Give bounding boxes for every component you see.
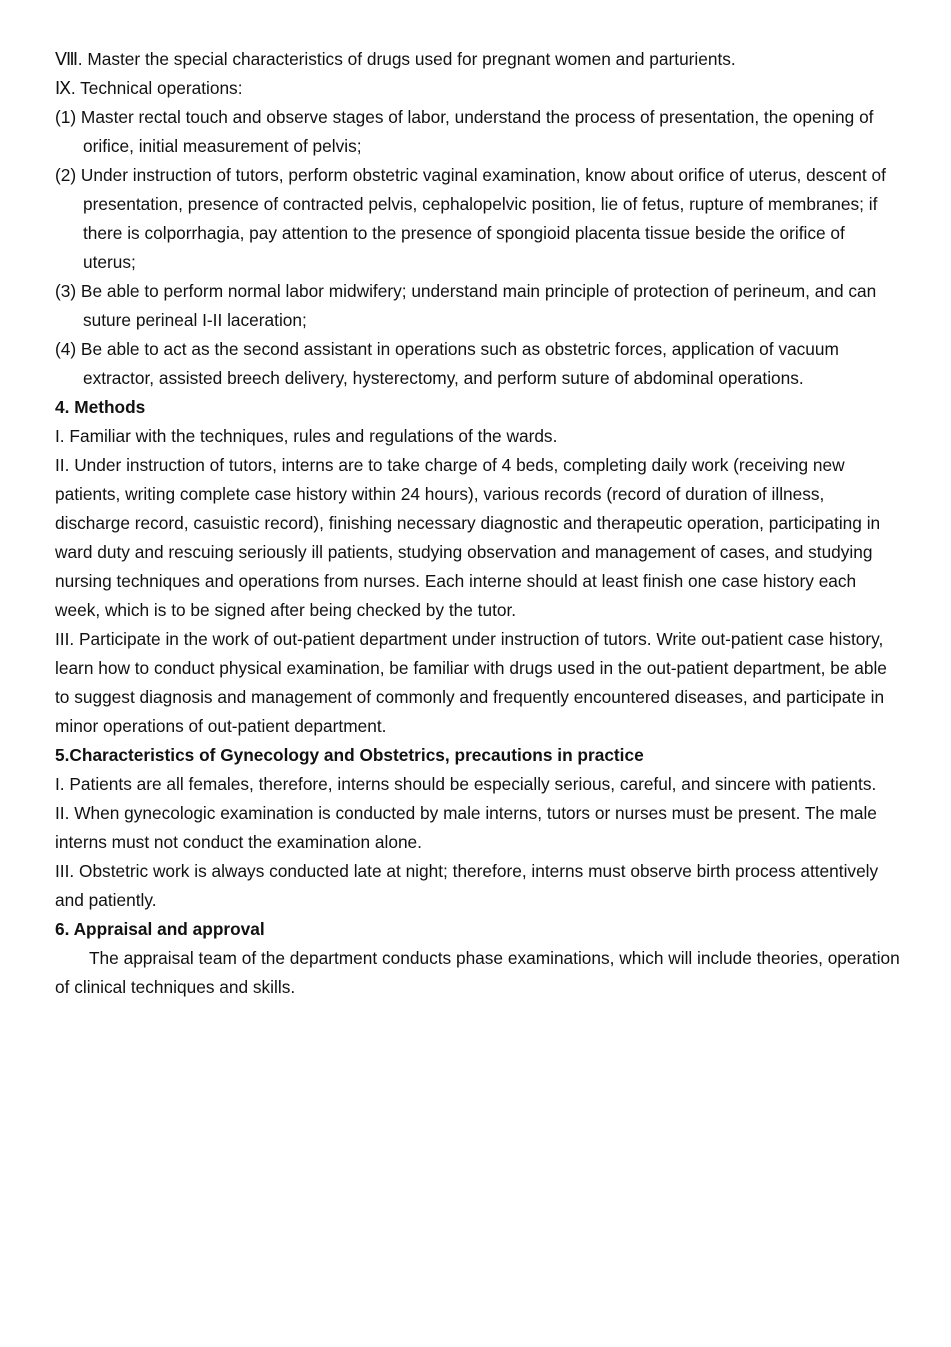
technical-op-2: (2) Under instruction of tutors, perform obstetric vaginal examination, know about orifice of uterus, descent of presentation, presence of contracted pelvis, cephalopelvic position, lie of fetus, rupture of membranes; if there is colporrhagia, pay attention to the presence of spongioid placenta tissue beside the orifice of uterus;: [55, 165, 886, 272]
item-ix: Ⅸ. Technical operations:: [55, 78, 243, 98]
item-viii: Ⅷ. Master the special characteristics of drugs used for pregnant women and parturients.: [55, 49, 736, 69]
characteristics-item-1: I. Patients are all females, therefore, interns should be especially serious, careful, and sincere with patients.: [55, 774, 877, 794]
technical-op-4: (4) Be able to act as the second assistant in operations such as obstetric forces, application of vacuum extractor, assisted breech delivery, hysterectomy, and perform suture of abdominal operations.: [55, 339, 839, 388]
technical-op-3: (3) Be able to perform normal labor midwifery; understand main principle of protection of perineum, and can suture perineal I-II laceration;: [55, 281, 877, 330]
methods-item-3: III. Participate in the work of out-patient department under instruction of tutors. Write out-patient case history, learn how to conduct physical examination, be familiar with drugs used in the out-patient department, be able to suggest diagnosis and management of commonly and frequently encountered diseases, and participate in minor operations of out-patient department.: [55, 629, 887, 736]
section-heading-methods: 4. Methods: [55, 397, 146, 417]
methods-item-2: II. Under instruction of tutors, interns are to take charge of 4 beds, completing daily work (receiving new patients, writing complete case history within 24 hours), various records (record of duration of illness, discharge record, casuistic record), finishing necessary diagnostic and therapeutic operation, participating in ward duty and rescuing seriously ill patients, studying observation and management of cases, and studying nursing techniques and operations from nurses. Each interne should at least finish one case history each week, which is to be signed after being checked by the tutor.: [55, 455, 881, 620]
appraisal-body: The appraisal team of the department conducts phase examinations, which will include theories, operation of clinical techniques and skills.: [55, 948, 900, 997]
section-heading-appraisal: 6. Appraisal and approval: [55, 919, 265, 939]
characteristics-item-2: II. When gynecologic examination is conducted by male interns, tutors or nurses must be present. The male interns must not conduct the examination alone.: [55, 803, 877, 852]
document-page: [55, 45, 900, 1002]
technical-op-1: (1) Master rectal touch and observe stages of labor, understand the process of presentation, the opening of orifice, initial measurement of pelvis;: [55, 107, 874, 156]
section-heading-characteristics: 5.Characteristics of Gynecology and Obstetrics, precautions in practice: [55, 745, 644, 765]
characteristics-item-3: III. Obstetric work is always conducted late at night; therefore, interns must observe birth process attentively and patiently.: [55, 861, 879, 910]
methods-item-1: I. Familiar with the techniques, rules and regulations of the wards.: [55, 426, 558, 446]
